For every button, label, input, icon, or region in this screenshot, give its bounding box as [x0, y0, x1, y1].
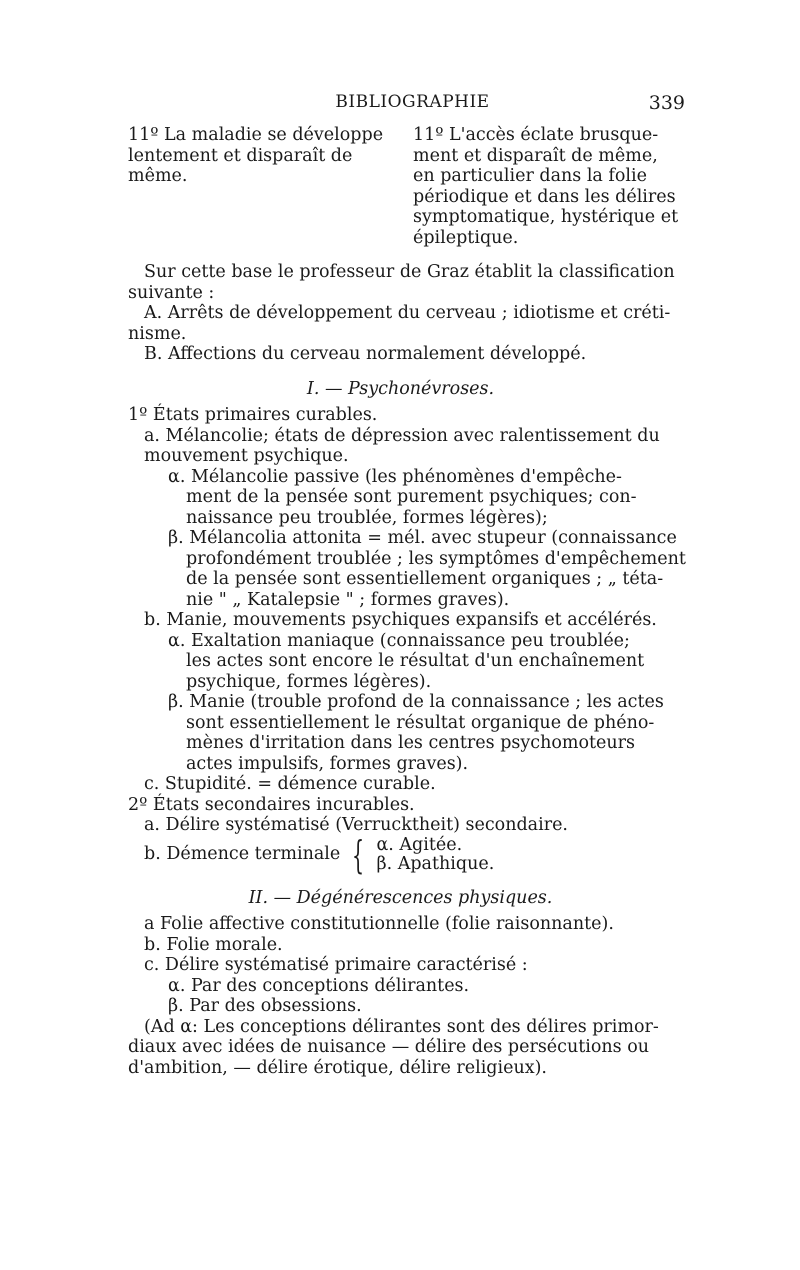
delire-primaire-alpha: α. Par des conceptions délirantes. — [168, 975, 470, 996]
section-heading-psychonevroses: I. — Psychonévroses. — [306, 378, 495, 399]
item-a — [128, 303, 673, 344]
text-line: Sur cette base le professeur de Graz établit la classification — [144, 262, 675, 282]
text-line: β. Mélancolia attonita = mél. avec stupeur (connaissance — [168, 528, 677, 548]
primary-states-heading: 1º États primaires curables. — [128, 405, 378, 425]
melancolie-beta — [128, 528, 686, 610]
delire-primaire-item: c. Délire systématisé primaire caractérisé : — [144, 955, 528, 975]
subitem: α. Agitée. — [376, 834, 463, 855]
intro-paragraph — [128, 262, 673, 303]
left-line: lentement et disparaît de — [128, 145, 353, 166]
text-line: psychique, formes légères). — [186, 671, 432, 692]
text-line: de la pensée sont essentiellement organiques ; „ téta- — [186, 569, 664, 589]
classification-body — [128, 262, 686, 1078]
text-line: nisme. — [128, 323, 187, 344]
manie-beta — [128, 692, 673, 774]
left-line: même. — [128, 166, 188, 186]
text-line: diaux avec idées de nuisance — délire des persécutions ou — [128, 1037, 650, 1057]
page-number: 339 — [648, 92, 685, 114]
running-title: BIBLIOGRAPHIE — [335, 92, 490, 112]
text-line: sont essentiellement le résultat organique de phéno- — [186, 712, 655, 733]
text-line: d'ambition, — délire érotique, délire religieux). — [128, 1057, 547, 1078]
text-line: α. Exaltation maniaque (connaissance peu troublée; — [168, 630, 630, 651]
right-line: 11º L'accès éclate brusque- — [413, 125, 659, 145]
item-b: B. Affections du cerveau normalement développé. — [144, 344, 587, 364]
subitem: β. Apathique. — [376, 853, 495, 874]
right-line: périodique et dans les délires — [413, 186, 676, 207]
demence-subitems — [376, 836, 494, 874]
left-column — [128, 125, 383, 187]
demence-terminale-item — [128, 832, 673, 877]
demence-label: b. Démence terminale — [144, 844, 341, 865]
text-line: (Ad α: Les conceptions délirantes sont des délires primor- — [144, 1016, 659, 1037]
text-line: α. Mélancolie passive (les phénomènes d'empêche- — [168, 466, 622, 487]
text-line: mènes d'irritation dans les centres psychomoteurs — [186, 733, 636, 753]
right-line: ment et disparaît de même, — [413, 145, 658, 166]
curly-brace: { — [352, 832, 365, 877]
text-line: a. Mélancolie; états de dépression avec ralentissement du — [144, 425, 660, 446]
manie-item: b. Manie, mouvements psychiques expansifs et accélérés. — [144, 610, 657, 630]
stupidite-item: c. Stupidité. = démence curable. — [144, 774, 436, 794]
text-line: les actes sont encore le résultat d'un enchaînement — [186, 651, 645, 671]
melancolie-item — [128, 426, 673, 467]
secondary-states-heading: 2º États secondaires incurables. — [128, 794, 415, 815]
right-column — [413, 125, 679, 248]
running-header — [140, 92, 685, 116]
text-line: actes impulsifs, formes graves). — [186, 753, 469, 774]
text-line: naissance peu troublée, formes légères); — [186, 507, 548, 528]
folie-morale-item: b. Folie morale. — [144, 934, 283, 955]
text-line: A. Arrêts de développement du cerveau ; idiotisme et créti- — [144, 303, 671, 323]
melancolie-alpha — [128, 467, 673, 529]
right-line: épileptique. — [413, 227, 519, 248]
delire-primaire-beta: β. Par des obsessions. — [168, 996, 362, 1016]
text-line: profondément troublée ; les symptômes d'empêchement — [186, 548, 686, 569]
manie-alpha — [128, 631, 673, 693]
text-line: mouvement psychique. — [144, 446, 349, 466]
folie-affective-item: a Folie affective constitutionnelle (folie raisonnante). — [144, 914, 614, 934]
delire-secondaire-item: a. Délire systématisé (Verrucktheit) secondaire. — [144, 815, 568, 835]
section-heading-degenerescences: II. — Dégénérescences physiques. — [248, 887, 553, 908]
left-line: 11º La maladie se développe — [128, 125, 384, 145]
closing-note — [128, 1017, 673, 1079]
text-line: β. Manie (trouble profond de la connaissance ; les actes — [168, 692, 664, 712]
right-line: symptomatique, hystérique et — [413, 207, 679, 227]
text-line: nie " „ Katalepsie " ; formes graves). — [186, 589, 510, 610]
text-line: suivante : — [128, 282, 215, 303]
text-line: ment de la pensée sont purement psychiques; con- — [186, 487, 637, 507]
right-line: en particulier dans la folie — [413, 166, 647, 186]
